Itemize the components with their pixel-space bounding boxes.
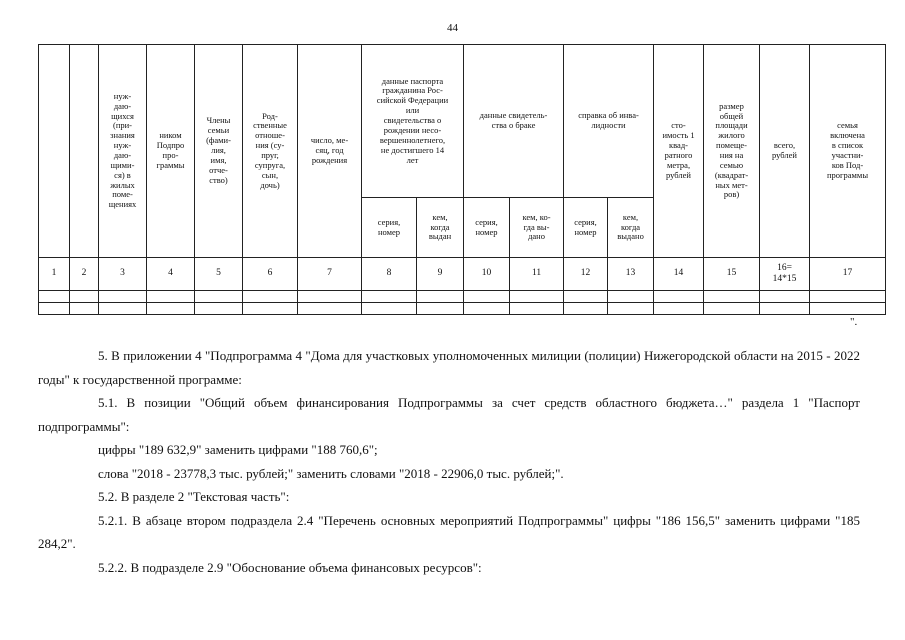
column-number: 3 (99, 258, 147, 291)
header-cell-9: кем, когда выдан (417, 198, 464, 258)
participants-table (38, 44, 886, 315)
header-cell-17: семья включена в список участни- ков Под- программы (810, 45, 886, 258)
column-number: 4 (147, 258, 195, 291)
header-group-marriage: данные свидетель- ства о браке (464, 45, 564, 198)
column-number: 10 (464, 258, 510, 291)
column-number: 16= 14*15 (760, 258, 810, 291)
column-number: 15 (704, 258, 760, 291)
paragraph: 5. В приложении 4 "Подпрограмма 4 "Дома для участковых уполномоченных милиции (полиции) Нижегородской области на 2015 - 2022 годы" к государственной программе: (38, 348, 860, 387)
header-cell-4: ником Подпро про- граммы (147, 45, 195, 258)
header-cell-15: размер общей площади жилого помеще- ния на семью (квадрат- ных мет- ров) (704, 45, 760, 258)
amendment-text (38, 344, 860, 579)
header-cell-11: кем, ко- гда вы- дано (510, 198, 564, 258)
header-cell-6: Род- ственные отноше- ния (су- пруг, супруга, сын, дочь) (243, 45, 298, 258)
column-number-row (39, 258, 886, 291)
header-group-disability: справка об инва- лидности (564, 45, 654, 198)
column-number: 5 (195, 258, 243, 291)
column-number: 17 (810, 258, 886, 291)
header-cell-5: Члены семьи (фами- лия, имя, отче- ство) (195, 45, 243, 258)
header-cell-12: серия, номер (564, 198, 608, 258)
header-cell-8: серия, номер (362, 198, 417, 258)
table-row-empty (39, 303, 886, 315)
column-number: 2 (70, 258, 99, 291)
header-row-top (39, 45, 886, 198)
paragraph: цифры "189 632,9" заменить цифрами "188 760,6"; (98, 442, 378, 457)
table-closing-quote: ". (850, 316, 858, 328)
header-cell-10: серия, номер (464, 198, 510, 258)
column-number: 9 (417, 258, 464, 291)
header-cell-13: кем, когда выдано (608, 198, 654, 258)
column-number: 8 (362, 258, 417, 291)
header-cell-1 (39, 45, 70, 258)
header-group-passport: данные паспорта гражданина Рос- сийской Федерации или свидетельства о рождении несо- вершеннолетнего, не достигшего 14 лет (362, 45, 464, 198)
column-number: 12 (564, 258, 608, 291)
column-number: 6 (243, 258, 298, 291)
column-number: 7 (298, 258, 362, 291)
page-number: 44 (447, 22, 458, 34)
column-number: 11 (510, 258, 564, 291)
paragraph: слова "2018 - 23778,3 тыс. рублей;" заменить словами "2018 - 22906,0 тыс. рублей;". (98, 465, 564, 481)
table-row-empty (39, 291, 886, 303)
paragraph: 5.1. В позиции "Общий объем финансирования Подпрограммы за счет средств областного бюджета…" раздела 1 "Паспорт подпрограммы": (38, 395, 860, 434)
header-cell-2 (70, 45, 99, 258)
column-number: 13 (608, 258, 654, 291)
paragraph: 5.2. В разделе 2 "Текстовая часть": (98, 489, 290, 504)
header-cell-14: сто- имость 1 квад- ратного метра, рублей (654, 45, 704, 258)
paragraph: 5.2.2. В подразделе 2.9 "Обоснование объема финансовых ресурсов": (98, 559, 482, 575)
header-cell-16: всего, рублей (760, 45, 810, 258)
column-number: 14 (654, 258, 704, 291)
paragraph: 5.2.1. В абзаце втором подраздела 2.4 "Перечень основных мероприятий Подпрограммы" цифры "186 156,5" заменить цифрами "185 284,2". (38, 512, 860, 551)
header-cell-3: нуж- даю- щихся (при- знания нуж- даю- щими- ся) в жилых поме- щениях (99, 45, 147, 258)
column-number: 1 (39, 258, 70, 291)
header-cell-7: число, ме- сяц, год рождения (298, 45, 362, 258)
